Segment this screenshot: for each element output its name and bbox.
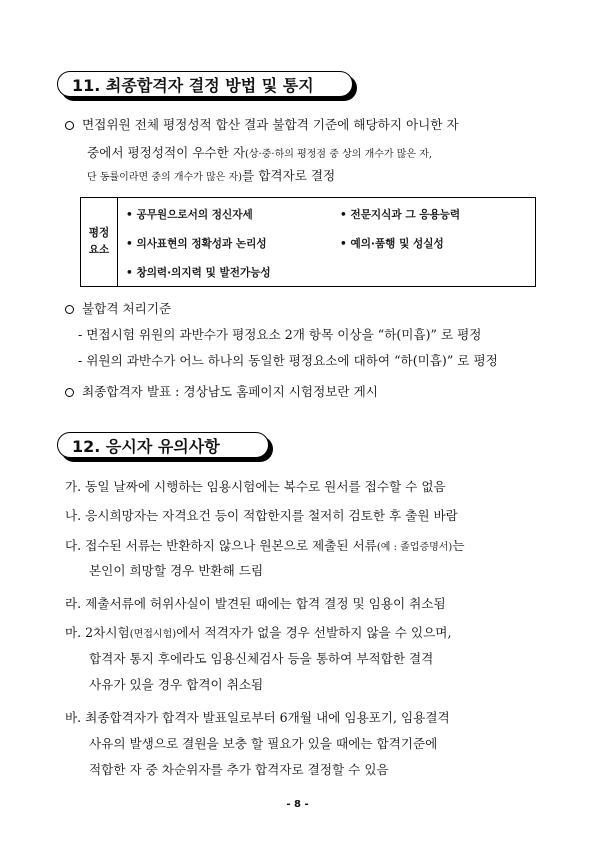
- para-text: 에서 적격자가 없을 경우 선발하지 않을 수 있으며,: [176, 625, 452, 640]
- para-note: (상·중·하의 평정점 중 상의 개수가 많은 자,: [245, 149, 433, 160]
- section-12-title: [57, 432, 269, 458]
- para-text: 를 합격자로 결정: [242, 168, 336, 183]
- criteria-item: • 공무원으로서의 정신자세: [126, 209, 253, 221]
- para-text: 마. 2차시험: [65, 625, 130, 640]
- notice-da-line-2: [89, 563, 263, 579]
- para-text: 사유가 있을 경우 합격이 취소됨: [89, 677, 264, 692]
- para-text: 적합한 자 중 차순위자를 추가 합격자로 결정할 수 있음: [89, 762, 389, 777]
- para-text: 사유의 발생으로 결원을 보충 할 필요가 있을 때에는 합격기준에: [89, 736, 438, 751]
- section-11-title: [57, 71, 353, 97]
- section-12-title-text: 12. 응시자 유의사항: [72, 436, 220, 456]
- para-text: 가. 동일 날짜에 시행하는 임용시험에는 복수로 원서를 접수할 수 없음: [65, 479, 446, 494]
- criteria-header-line-2: 요소: [88, 244, 110, 256]
- section-11-title-text: 11. 최종합격자 결정 방법 및 통지: [72, 75, 314, 95]
- para-text: 라. 제출서류에 허위사실이 발견된 때에는 합격 결정 및 임용이 취소됨: [65, 596, 446, 611]
- section-11-para-1-line-3: [87, 168, 335, 186]
- page-number: - 8 -: [286, 799, 309, 810]
- criteria-item: • 의사표현의 정확성과 논리성: [126, 238, 267, 250]
- para-text: 불합격 처리기준: [82, 301, 172, 316]
- criteria-item: • 전문지식과 그 응용능력: [340, 209, 461, 221]
- criteria-list: [118, 198, 536, 287]
- para-note: 단 동률이라면 중의 개수가 많은 자): [87, 172, 243, 183]
- notice-ba-line-2: [89, 736, 437, 752]
- para-text: 바. 최종합격자가 합격자 발표일로부터 6개월 내에 임용포기, 임용결격: [65, 710, 450, 725]
- criteria-header-line-1: 평정: [88, 227, 110, 239]
- para-text: 다. 접수된 서류는 반환하지 않으나 원본으로 제출된 서류: [65, 538, 377, 553]
- para-text: 는: [452, 538, 465, 553]
- para-text: 면접위원 전체 평정성적 합산 결과 불합격 기준에 해당하지 아니한 자: [82, 117, 459, 132]
- section-11-para-3: [65, 384, 378, 400]
- para-note: (면접시험): [129, 629, 177, 640]
- notice-ra: [65, 596, 446, 612]
- criteria-item: • 창의력·의지력 및 발전가능성: [126, 267, 271, 279]
- section-11-para-2-item: [78, 327, 481, 343]
- evaluation-criteria-table: [80, 197, 536, 287]
- para-text: 본인이 희망할 경우 반환해 드림: [89, 563, 264, 578]
- bullet-circle-icon: [65, 388, 74, 397]
- section-11-para-1-line-2: [87, 145, 432, 163]
- para-text: - 위원의 과반수가 어느 하나의 동일한 평정요소에 대하여 “하(미흡)” 로 평정: [78, 353, 498, 368]
- para-text: 중에서 평정성적이 우수한 자: [87, 145, 245, 160]
- criteria-item: • 예의·품행 및 성실성: [340, 238, 444, 250]
- notice-ga: [65, 479, 446, 495]
- section-11-para-1-line-1: [65, 117, 459, 133]
- para-text: 합격자 통지 후에라도 임용신체검사 등을 통하여 부적합한 결격: [89, 651, 434, 666]
- section-11-para-2-item: [78, 353, 498, 369]
- notice-ma-line-2: [89, 651, 433, 667]
- section-11-para-2-heading: [65, 301, 171, 317]
- para-note: (예 : 졸업증명서): [376, 542, 453, 553]
- bullet-circle-icon: [65, 121, 74, 130]
- notice-ma-line-3: [89, 677, 263, 693]
- bullet-circle-icon: [65, 305, 74, 314]
- para-text: 나. 응시희망자는 자격요건 등이 적합한지를 철저히 검토한 후 출원 바람: [65, 508, 458, 523]
- notice-ba-line-3: [89, 762, 389, 778]
- notice-ba-line-1: [65, 710, 450, 726]
- notice-ma-line-1: [65, 625, 451, 643]
- notice-da-line-1: [65, 538, 465, 556]
- para-text: 최종합격자 발표 : 경상남도 홈페이지 시험정보란 게시: [82, 384, 378, 399]
- criteria-header: [81, 198, 118, 287]
- para-text: - 면접시험 위원의 과반수가 평정요소 2개 항목 이상을 “하(미흡)” 로 평정: [78, 327, 482, 342]
- notice-na: [65, 508, 458, 524]
